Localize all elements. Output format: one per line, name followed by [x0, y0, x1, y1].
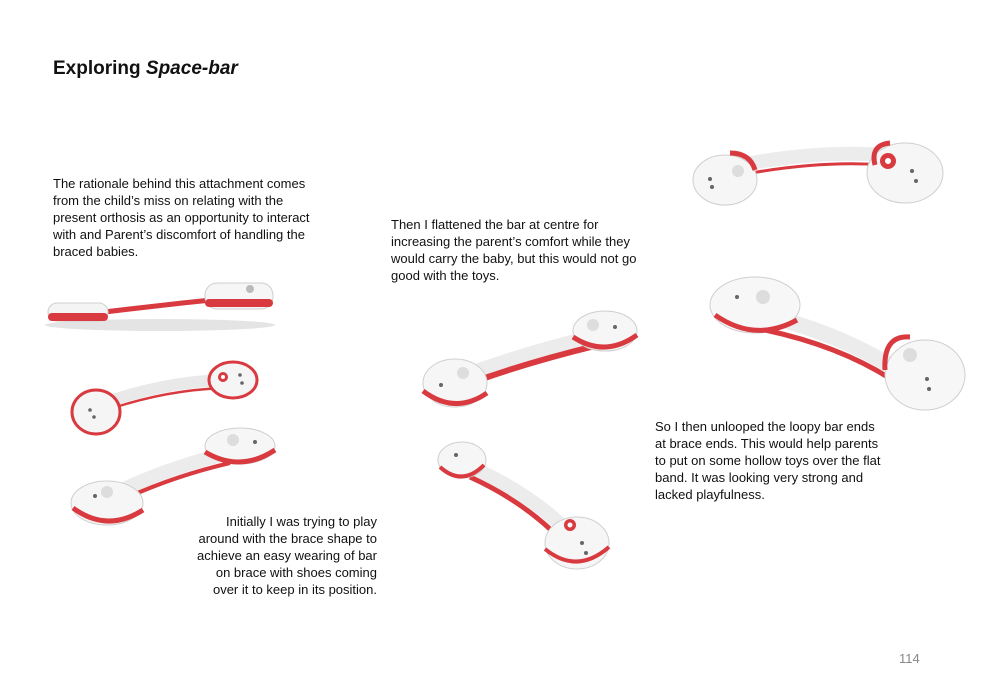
render-unlooped-perspective [705, 275, 970, 415]
render-side-view [40, 275, 280, 335]
render-unlooped-top [690, 135, 950, 215]
page-title-prefix: Exploring [53, 58, 146, 79]
flattened-bar-paragraph: Then I flattened the bar at centre for increasing the parent’s comfort while they would carry the baby, but this would not go good with the toys. [391, 217, 637, 283]
unlooped-bar-paragraph: So I then unlooped the loopy bar ends at brace ends. This would help parents to put on some hollow toys over the flat band. It was looking very strong and lacked playfulness. [655, 419, 881, 502]
page-title [53, 58, 238, 80]
render-flattened-bar [415, 303, 640, 418]
render-perspective-bar [65, 418, 285, 533]
page-title-emphasis: Space-bar [145, 58, 238, 79]
initial-exploration-paragraph: Initially I was trying to play around with the brace shape to achieve an easy wearing of bar on brace with shoes coming over it to keep in its position. [197, 514, 377, 597]
rationale-paragraph: The rationale behind this attachment comes from the child’s miss on relating with the present orthosis as an opportunity to interact with and Parent’s discomfort of handling the braced babies. [53, 176, 310, 259]
page-number: 114 [899, 651, 920, 666]
render-flattened-bar-angle [432, 435, 612, 575]
